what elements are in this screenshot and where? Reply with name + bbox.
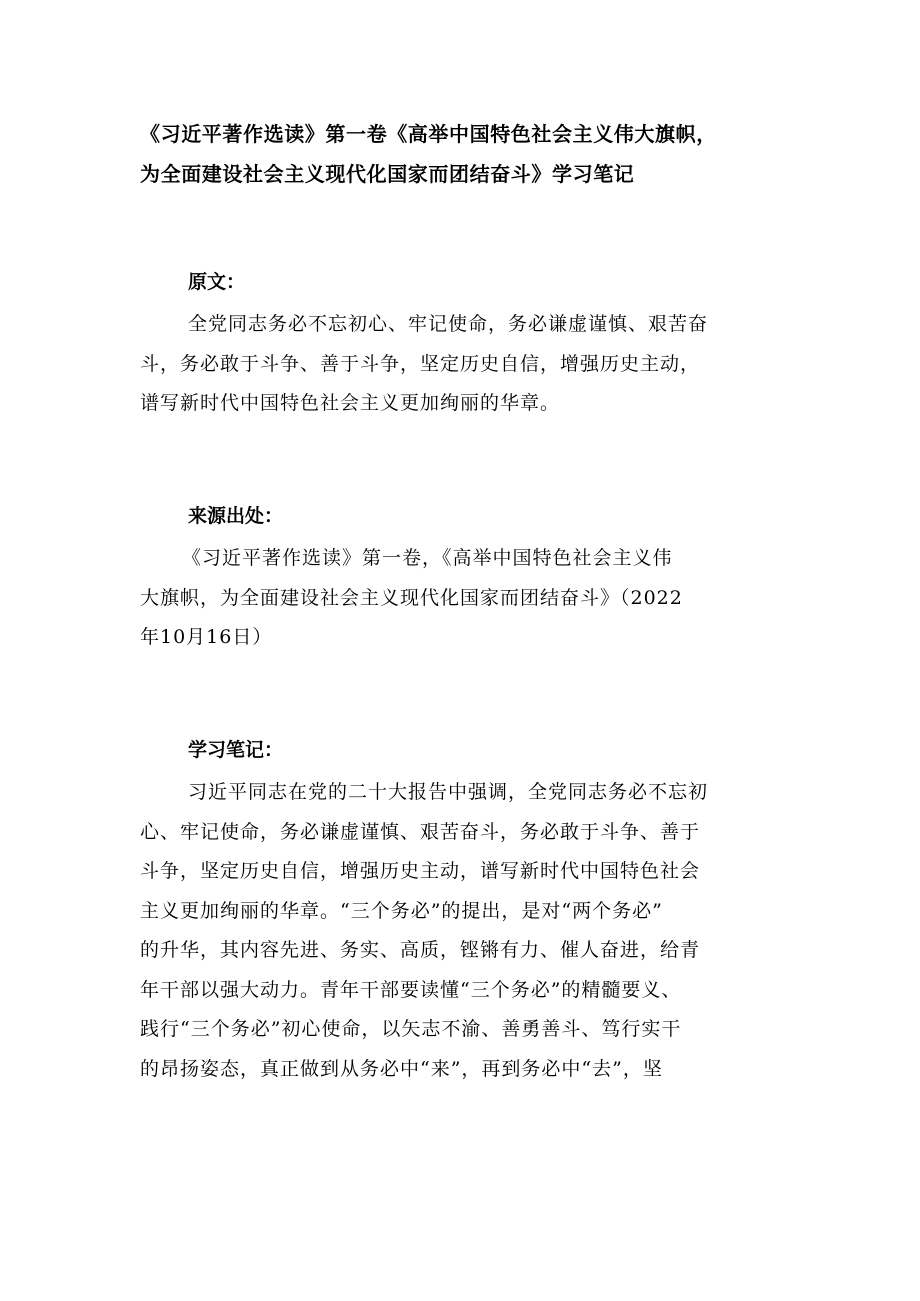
original-line-1: 全党同志务必不忘初心、牢记使命，务必谦虚谨慎、艰苦奋 [188, 313, 709, 335]
original-line-2: 斗，务必敢于斗争、善于斗争，坚定历史自信，增强历史主动， [140, 352, 701, 375]
original-heading: 原文： [188, 271, 246, 293]
notes-line-1: 习近平同志在党的二十大报告中强调，全党同志务必不忘初 [188, 781, 709, 803]
notes-line-4: 主义更加绚丽的华章。“三个务必”的提出，是对“两个务必” [140, 899, 663, 922]
notes-line-8: 的昂扬姿态，真正做到从务必中“来”，再到务必中“去”，坚 [140, 1057, 663, 1080]
notes-line-2: 心、牢记使命，务必谦虚谨慎、艰苦奋斗，务必敢于斗争、善于 [140, 820, 701, 843]
source-line-1: 《习近平著作选读》第一卷，《高举中国特色社会主义伟 [182, 547, 673, 569]
document-title [140, 114, 800, 194]
original-paragraph [140, 305, 790, 424]
notes-paragraph [140, 773, 790, 1089]
notes-heading: 学习笔记： [188, 739, 284, 761]
title-line-2: 为全面建设社会主义现代化国家而团结奋斗》学习笔记 [140, 162, 635, 186]
notes-line-3: 斗争，坚定历史自信，增强历史主动，谱写新时代中国特色社会 [140, 860, 701, 882]
title-line-1: 《习近平著作选读》第一卷《高举中国特色社会主义伟大旗帜， [140, 122, 717, 146]
source-paragraph [140, 539, 790, 658]
source-heading: 来源出处： [188, 505, 284, 527]
notes-line-6: 年干部以强大动力。青年干部要读懂“三个务必”的精髓要义、 [140, 978, 682, 1001]
source-line-3: 年10月16日） [140, 626, 273, 648]
source-line-2: 大旗帜，为全面建设社会主义现代化国家而团结奋斗》（2022 [140, 586, 683, 609]
original-line-3: 谱写新时代中国特色社会主义更加绚丽的华章。 [140, 392, 561, 414]
notes-line-7: 践行“三个务必”初心使命，以矢志不渝、善勇善斗、笃行实干 [140, 1018, 682, 1040]
notes-line-5: 的升华，其内容先进、务实、高质，铿锵有力、催人奋进，给青 [140, 939, 701, 961]
